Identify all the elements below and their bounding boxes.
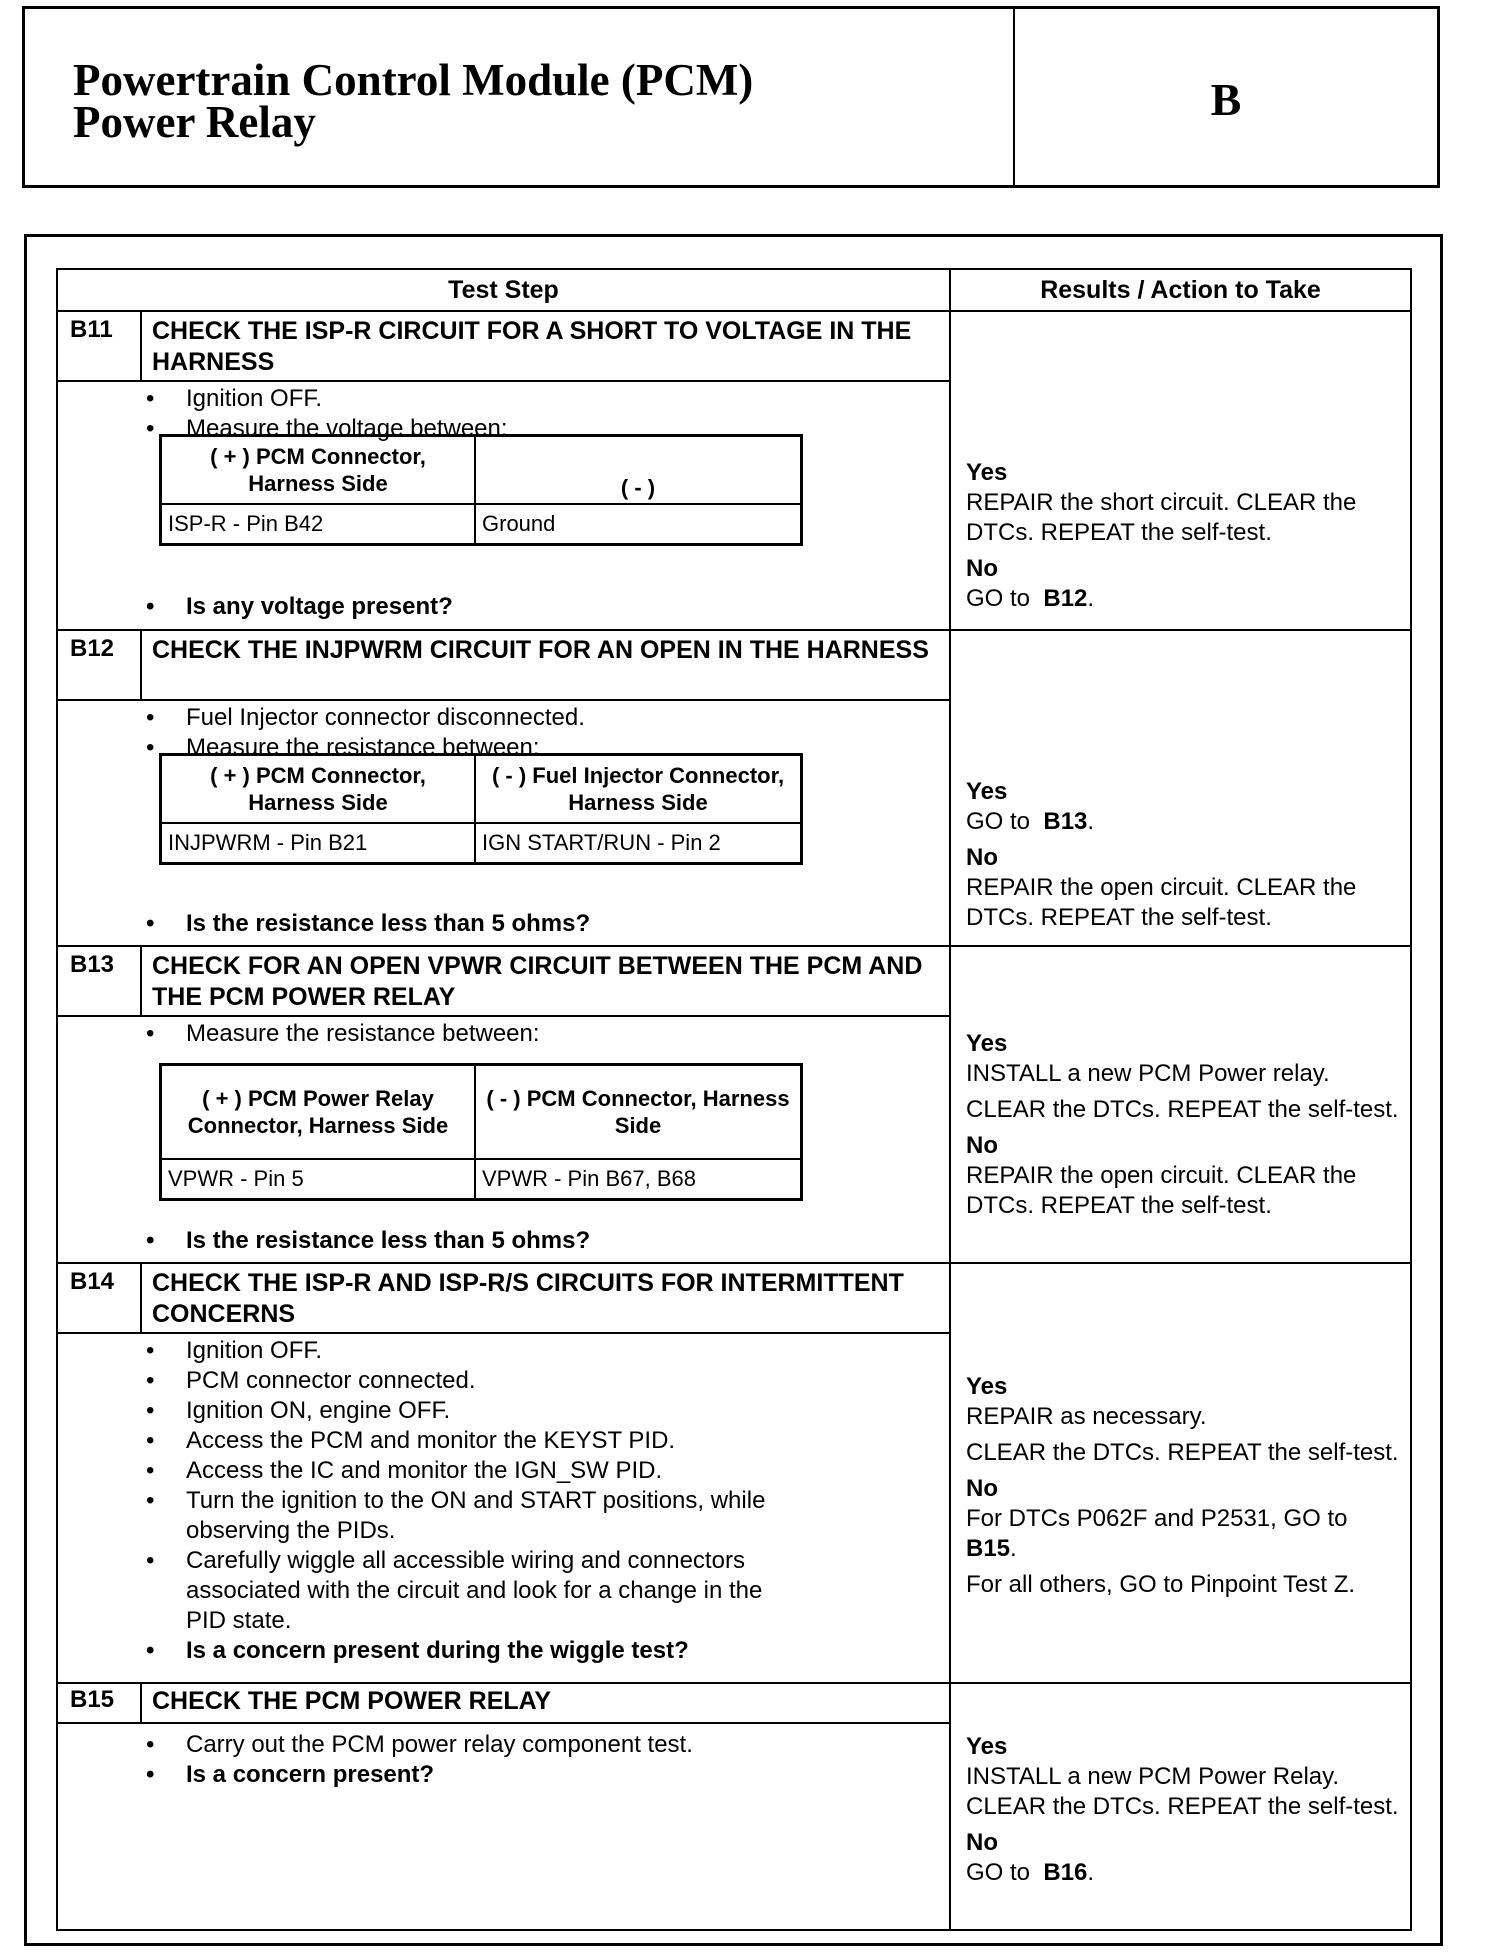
instruction-item: • PCM connector connected. <box>146 1366 949 1396</box>
column-header-results: Results / Action to Take <box>1040 276 1321 304</box>
measurement-value-minus: VPWR - Pin B67, B68 <box>475 1159 802 1200</box>
measurement-value-plus: VPWR - Pin 5 <box>161 1159 476 1200</box>
instruction-item: • Turn the ignition to the ON and START positions, while observing the PIDs. <box>146 1486 949 1546</box>
step-title: CHECK THE ISP-R AND ISP-R/S CIRCUITS FOR INTERMITTENT CONCERNS <box>152 1269 904 1328</box>
instruction-item: • Ignition OFF. <box>146 384 949 414</box>
step-question-list <box>58 1226 590 1256</box>
goto-step-link[interactable]: B13 <box>1043 808 1088 835</box>
step-results <box>966 458 1404 620</box>
step-question-list <box>58 592 453 622</box>
result-no-label: No <box>966 555 998 582</box>
measurement-value-plus: ISP-R - Pin B42 <box>161 504 476 545</box>
column-header-test-step: Test Step <box>448 276 559 304</box>
goto-step-link[interactable]: B15 <box>966 1535 1011 1562</box>
step-question-list <box>58 909 590 939</box>
step-question: • Is a concern present? <box>146 1760 949 1790</box>
result-yes-label: Yes <box>966 1030 1008 1057</box>
instruction-item: • Fuel Injector connector disconnected. <box>146 703 949 733</box>
test-step-b14 <box>58 1262 1410 1684</box>
instruction-item: • Ignition OFF. <box>146 1336 949 1366</box>
page-title-line2: Power Relay <box>73 97 316 147</box>
step-title: CHECK THE ISP-R CIRCUIT FOR A SHORT TO VOLTAGE IN THE HARNESS <box>152 317 912 376</box>
step-id: B14 <box>58 1262 142 1332</box>
step-results <box>966 1029 1404 1227</box>
step-body <box>58 1336 949 1666</box>
measurement-value-minus: Ground <box>475 504 802 545</box>
measurement-header-plus: ( + ) PCM Connector, Harness Side <box>161 755 476 824</box>
step-question: • Is a concern present during the wiggle test? <box>146 1636 949 1666</box>
instruction-item: • Measure the resistance between: <box>146 1019 949 1049</box>
result-yes-text: INSTALL a new PCM Power relay. <box>966 1060 1330 1087</box>
pinpoint-test-table <box>56 268 1412 1931</box>
step-id: B11 <box>58 310 142 380</box>
result-no-text: GO to B12. <box>966 585 1095 612</box>
result-no-text: GO to B16. <box>966 1859 1095 1886</box>
result-yes-label: Yes <box>966 459 1008 486</box>
result-yes-text: GO to B13. <box>966 808 1095 835</box>
instruction-item: • Access the PCM and monitor the KEYST PID. <box>146 1426 949 1456</box>
step-id: B12 <box>58 629 142 699</box>
result-no-text: REPAIR the open circuit. CLEAR the DTCs. REPEAT the self-test. <box>966 1162 1357 1219</box>
step-instructions <box>58 1336 949 1666</box>
section-letter: B <box>1210 73 1242 125</box>
instruction-item: • Carefully wiggle all accessible wiring and connectors associated with the circuit and look for a change in the PID state. <box>146 1546 949 1636</box>
step-question: • Is any voltage present? <box>146 592 453 622</box>
measurement-header-minus: ( - ) Fuel Injector Connector, Harness Side <box>475 755 802 824</box>
step-instructions <box>58 1730 949 1790</box>
test-step-b13 <box>58 945 1410 1264</box>
result-no-text-2: For all others, GO to Pinpoint Test Z. <box>966 1571 1356 1598</box>
instruction-item: • Measure the resistance between: <box>146 733 949 763</box>
step-results <box>966 1732 1404 1894</box>
step-id: B13 <box>58 945 142 1015</box>
instruction-item: • Measure the voltage between: <box>146 414 949 444</box>
measurement-value-plus: INJPWRM - Pin B21 <box>161 823 476 864</box>
table-header-row <box>58 270 1410 312</box>
step-heading <box>58 310 949 382</box>
page-title-line1: Powertrain Control Module (PCM) <box>73 55 754 105</box>
goto-step-link[interactable]: B12 <box>1043 585 1088 612</box>
result-no-text: For DTCs P062F and P2531, GO to B15. <box>966 1505 1348 1562</box>
step-question: • Is the resistance less than 5 ohms? <box>146 1226 590 1256</box>
instruction-item: • Carry out the PCM power relay component test. <box>146 1730 949 1760</box>
result-yes-text: REPAIR the short circuit. CLEAR the DTCs. REPEAT the self-test. <box>966 489 1357 546</box>
result-yes-text-2: CLEAR the DTCs. REPEAT the self-test. <box>966 1439 1399 1466</box>
step-heading <box>58 1682 949 1724</box>
test-step-b12 <box>58 629 1410 947</box>
step-body <box>58 1019 949 1049</box>
step-title: CHECK THE INJPWRM CIRCUIT FOR AN OPEN IN THE HARNESS <box>152 636 929 664</box>
result-no-label: No <box>966 1829 998 1856</box>
measurement-header-plus: ( + ) PCM Connector, Harness Side <box>161 436 476 505</box>
step-title: CHECK THE PCM POWER RELAY <box>152 1687 552 1715</box>
page-title <box>25 9 1015 185</box>
measurement-header-row <box>161 436 802 505</box>
result-yes-label: Yes <box>966 778 1008 805</box>
test-step-b11 <box>58 310 1410 631</box>
step-heading <box>58 1262 949 1334</box>
result-yes-text-2: CLEAR the DTCs. REPEAT the self-test. <box>966 1096 1399 1123</box>
measurement-header-minus: ( - ) <box>475 436 802 505</box>
step-results <box>966 1372 1404 1606</box>
measurement-table <box>159 1063 803 1201</box>
measurement-header-row <box>161 1065 802 1160</box>
step-body <box>58 1730 949 1790</box>
instruction-item: • Access the IC and monitor the IGN_SW PID. <box>146 1456 949 1486</box>
measurement-table <box>159 753 803 865</box>
result-yes-text: INSTALL a new PCM Power Relay. CLEAR the DTCs. REPEAT the self-test. <box>966 1763 1399 1820</box>
step-id: B15 <box>58 1682 142 1722</box>
step-heading <box>58 629 949 701</box>
test-step-b15 <box>58 1682 1410 1931</box>
result-yes-text: REPAIR as necessary. <box>966 1403 1207 1430</box>
measurement-value-row <box>161 823 802 864</box>
measurement-header-row <box>161 755 802 824</box>
step-instructions <box>58 1019 949 1049</box>
result-yes-label: Yes <box>966 1733 1008 1760</box>
step-results <box>966 777 1404 939</box>
step-title: CHECK FOR AN OPEN VPWR CIRCUIT BETWEEN THE PCM AND THE PCM POWER RELAY <box>152 952 923 1011</box>
step-question: • Is the resistance less than 5 ohms? <box>146 909 590 939</box>
result-no-label: No <box>966 844 998 871</box>
result-no-label: No <box>966 1475 998 1502</box>
measurement-table <box>159 434 803 546</box>
result-no-label: No <box>966 1132 998 1159</box>
instruction-item: • Ignition ON, engine OFF. <box>146 1396 949 1426</box>
measurement-header-minus: ( - ) PCM Connector, Harness Side <box>475 1065 802 1160</box>
measurement-value-row <box>161 1159 802 1200</box>
measurement-value-row <box>161 504 802 545</box>
step-heading <box>58 945 949 1017</box>
result-no-text: REPAIR the open circuit. CLEAR the DTCs. REPEAT the self-test. <box>966 874 1357 931</box>
document-header <box>22 6 1440 188</box>
result-yes-label: Yes <box>966 1373 1008 1400</box>
measurement-value-minus: IGN START/RUN - Pin 2 <box>475 823 802 864</box>
goto-step-link[interactable]: B16 <box>1043 1859 1088 1886</box>
measurement-header-plus: ( + ) PCM Power Relay Connector, Harness Side <box>161 1065 476 1160</box>
